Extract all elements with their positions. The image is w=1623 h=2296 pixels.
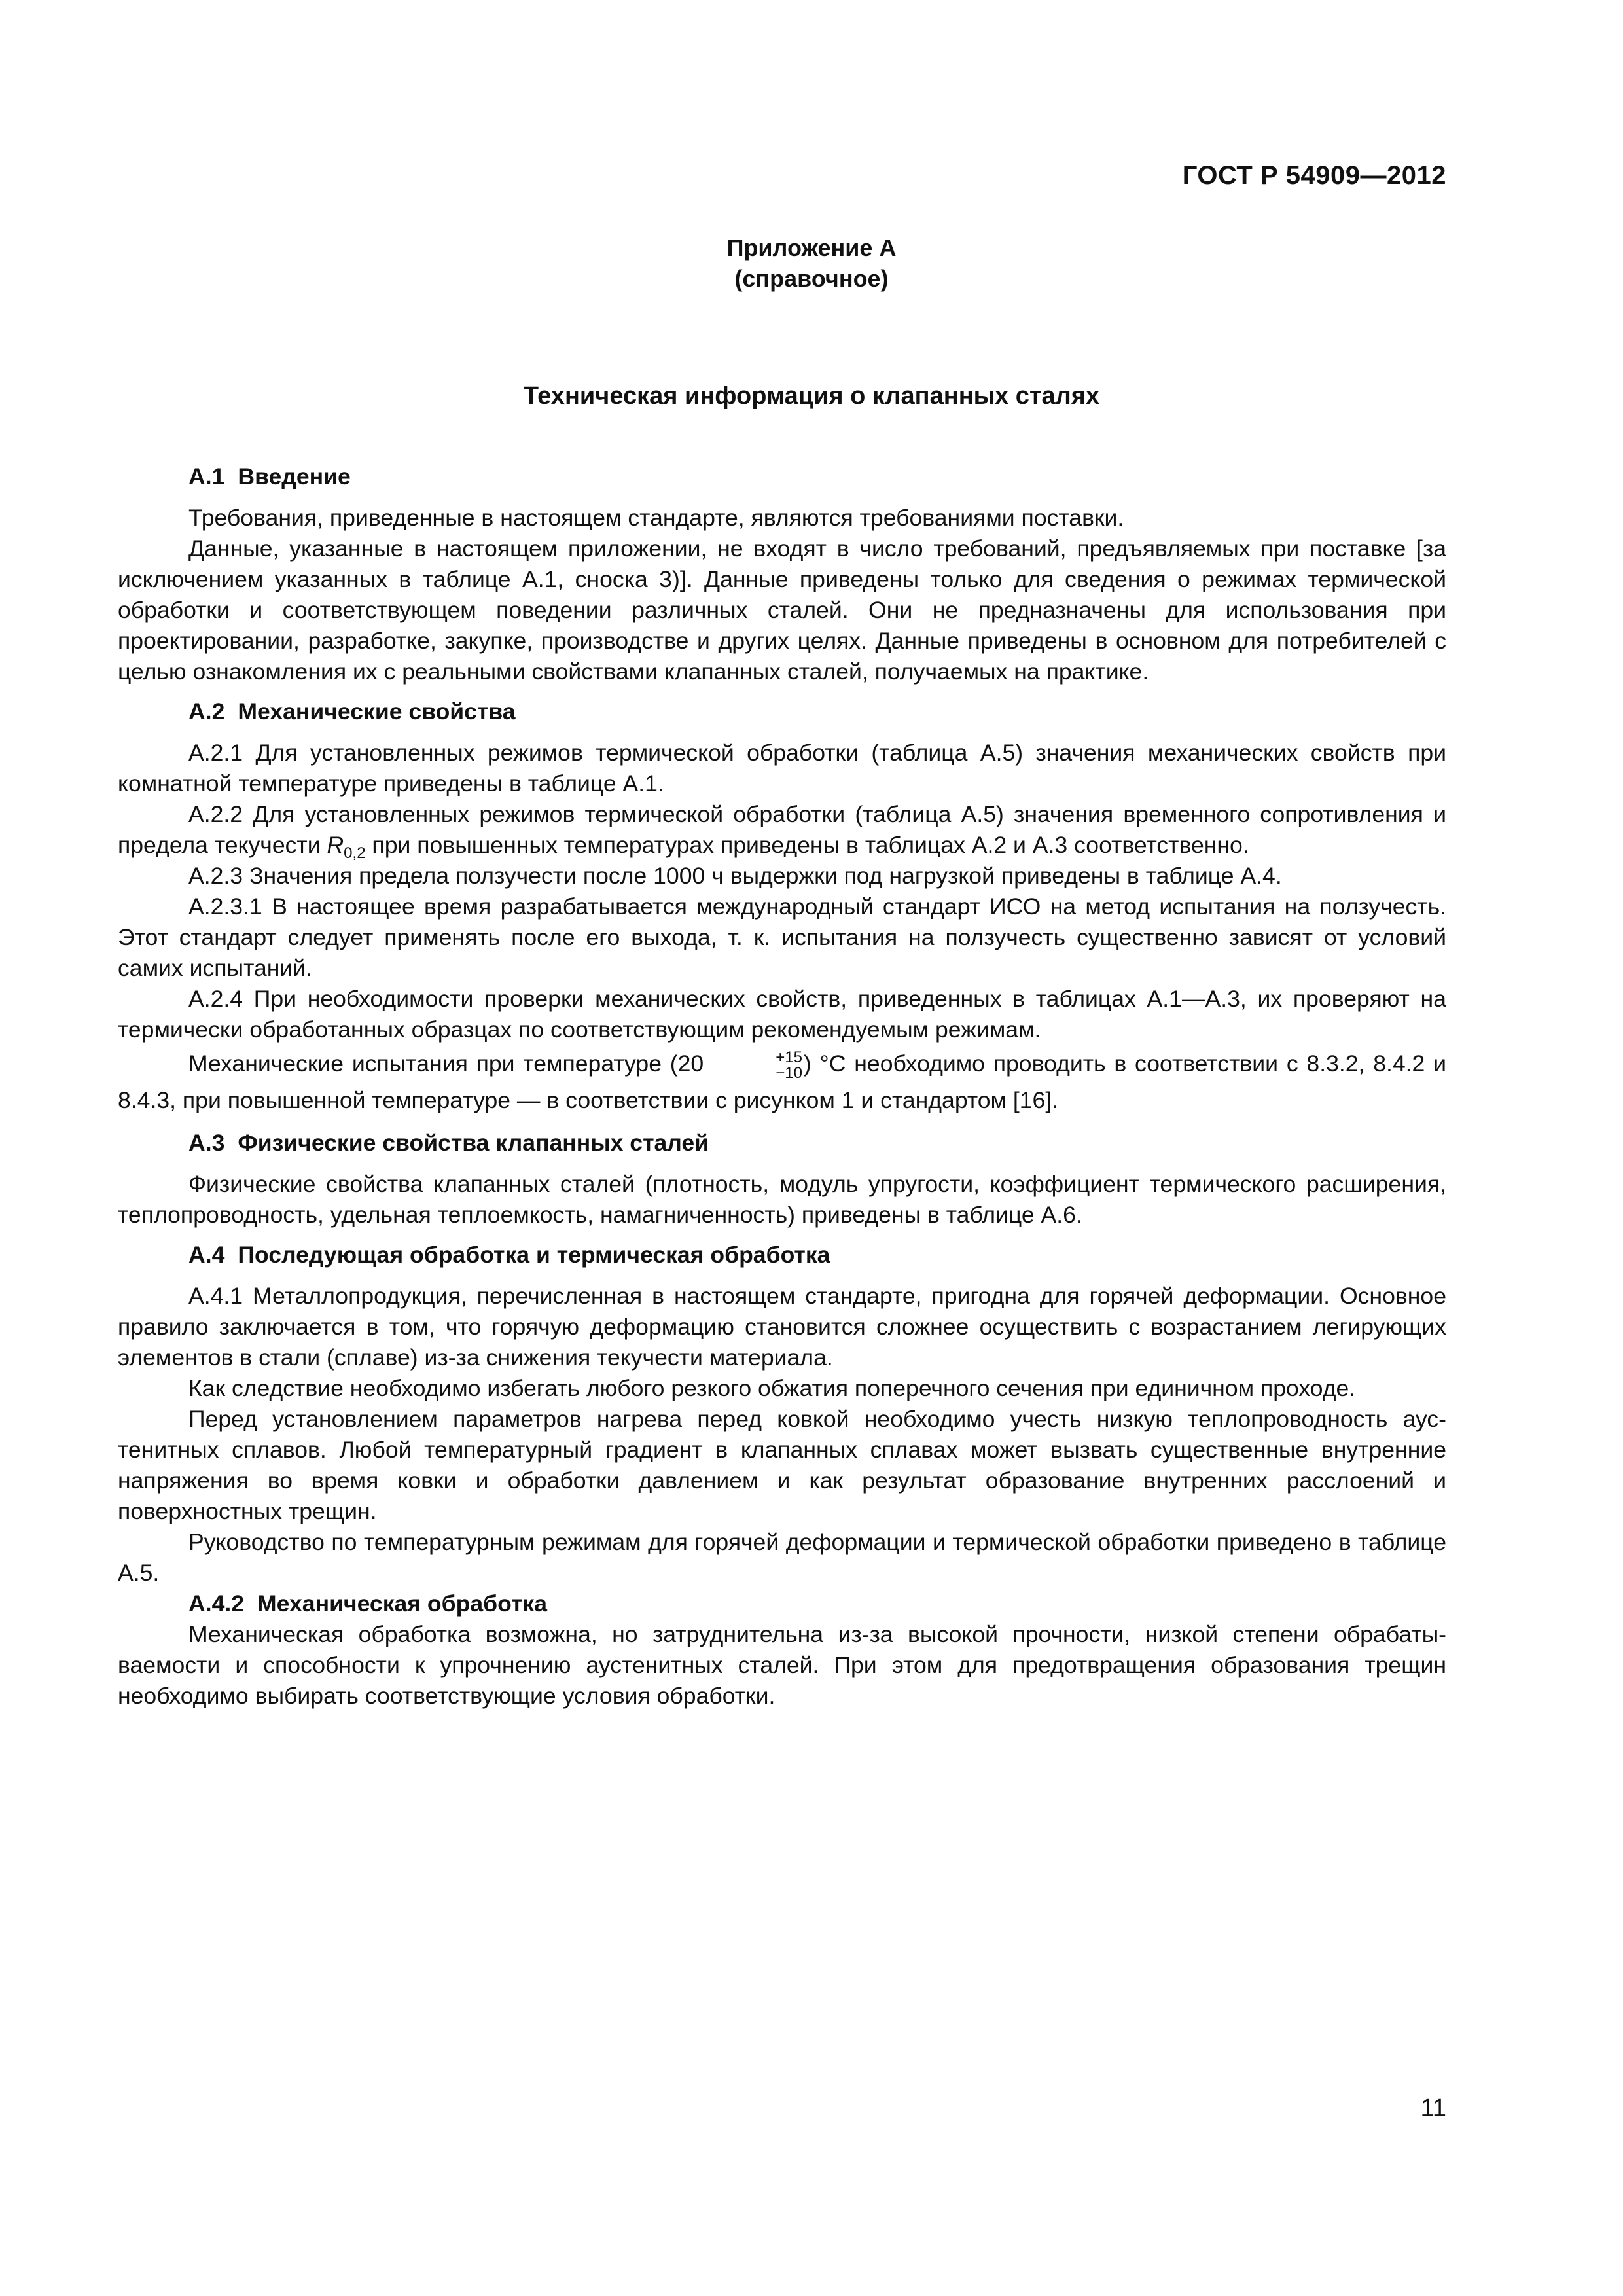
- document-body: [118, 461, 1446, 1712]
- annex-title: Приложение А: [726, 234, 897, 261]
- section-title: Механические свойства: [238, 698, 516, 725]
- text-run: Механические испытания при температуре (20: [188, 1050, 704, 1077]
- paragraph: [118, 1045, 1446, 1119]
- page-number: 11: [1420, 2094, 1446, 2122]
- paragraph: Физические свойства клапанных сталей (плотность, модуль упругости, коэффициент термического расширения, теплопроводность, удельная теплоемкость, намагниченность) приведены в таблице А.6.: [118, 1171, 1446, 1228]
- paragraph: А.2.1 Для установленных режимов термической обработки (таблица А.5) значения механических свойств при комнатной температуре приведены в таблице А.1.: [118, 740, 1446, 797]
- paragraph: А.2.3 Значения предела ползучести после 1000 ч выдержки под нагрузкой приведены в таблице А.4.: [188, 863, 1282, 889]
- section-title: Механическая обработка: [257, 1590, 548, 1617]
- paragraph: Требования, приведенные в настоящем стандарте, являются требованиями поставки.: [188, 505, 1124, 531]
- standard-number: ГОСТ Р 54909—2012: [1182, 161, 1446, 190]
- text-run: при повышенных температурах приведены в таблицах А.2 и А.3 соответственно.: [365, 832, 1249, 858]
- section-number: А.4.2: [188, 1590, 245, 1617]
- section-title: Введение: [238, 463, 351, 490]
- section-a3-heading: [118, 1128, 1446, 1158]
- section-a4-heading: [118, 1240, 1446, 1270]
- section-number: А.1: [188, 463, 225, 490]
- section-title: Физические свойства клапанных сталей: [238, 1130, 709, 1156]
- paragraph: Перед установлением параметров нагрева перед ковкой необходимо учесть низкую теплопроводность аустенитных сплавов. Любой температурный градиент в клапанных сплавах может вызвать существенные внутренние напряжения во время ковки и обработки давлением и как результат образование внутренних расслоений и поверхностных трещин.: [118, 1406, 1446, 1524]
- r-symbol: R: [327, 832, 344, 858]
- tolerance: [705, 1050, 802, 1081]
- paragraph: Данные, указанные в настоящем приложении, не входят в число требований, предъявляемых при поставке [за исключением указанных в таблице А.1, сноска 3)]. Данные приведены только для сведения о режимах термической обработки и соответствующем поведении различных сталей. Они не предназначены для использования при проектировании, разработке, закупке, производстве и других целях. Данные приведены в основном для потребителей с целью ознакомления их с реальными свойствами клапанных сталей, получаемых на практике.: [118, 535, 1446, 685]
- annex-status: (справочное): [734, 265, 889, 292]
- paragraph: Механическая обработка возможна, но затруднительна из-за высокой прочности, низкой степени обрабатываемости и способности к упрочнению аустенитных сталей. При этом для предотвращения образования трещин необходимо выбирать соответствующие условия обработки.: [118, 1621, 1446, 1709]
- annex-heading: [0, 232, 1623, 294]
- paragraph: [118, 799, 1446, 861]
- paragraph: Руководство по температурным режимам для горячей деформации и термической обработки приведено в таблице А.5.: [118, 1529, 1446, 1586]
- paragraph: А.2.3.1 В настоящее время разрабатывается международный стандарт ИСО на метод испытания на ползучесть. Этот стандарт следует применять после его выхода, т. к. испытания на ползучесть существенно зависят от условий самих испытаний.: [118, 893, 1446, 981]
- section-title: Последующая обработка и термическая обработка: [238, 1242, 830, 1268]
- section-number: А.4: [188, 1242, 225, 1268]
- paragraph: А.2.4 При необходимости проверки механических свойств, приведенных в таблицах А.1—А.3, их проверяют на термически обработанных образцах по соответствующим рекомендуемым режимам.: [118, 986, 1446, 1043]
- paragraph: А.4.1 Металлопродукция, перечисленная в настоящем стандарте, пригодна для горячей деформации. Основное правило заключается в том, что горячую деформацию становится сложнее осуществить с возрастанием легирующих элементов в стали (сплаве) из-за снижения текучести материала.: [118, 1283, 1446, 1371]
- paragraph: Как следствие необходимо избегать любого резкого обжатия поперечного сечения при единичном проходе.: [188, 1375, 1356, 1401]
- section-a1-heading: [118, 461, 1446, 492]
- r-subscript: 0,2: [344, 844, 366, 862]
- tolerance-upper: +15: [776, 1048, 802, 1066]
- text-run: А.2.2 Для установленных режимов термической обработки (таблица А.5) значения временного сопротивления и предела текучести: [118, 801, 1446, 858]
- text-run: ) °С необходимо проводить в соответствии с 8.3.2, 8.4.2 и 8.4.3, при повышенной температуре — в соответствии с рисунком 1 и стандартом [16].: [118, 1050, 1446, 1113]
- section-a42-heading: [118, 1588, 1446, 1619]
- section-number: А.2: [188, 698, 225, 725]
- section-a2-heading: [118, 696, 1446, 727]
- document-title: Техническая информация о клапанных сталях: [523, 382, 1100, 410]
- tolerance-lower: −10: [776, 1064, 802, 1082]
- section-number: А.3: [188, 1130, 225, 1156]
